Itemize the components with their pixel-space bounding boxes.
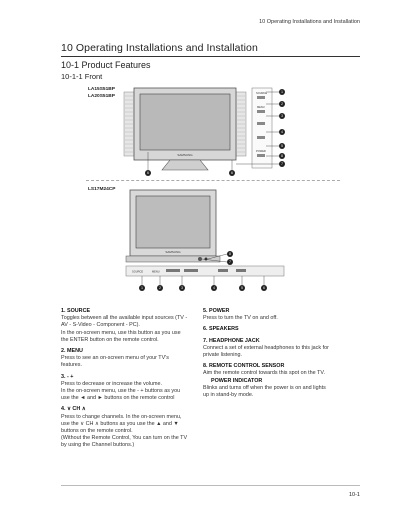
item-remote-text: Aim the remote control towards this spot on the TV. xyxy=(203,370,325,377)
item-volume-text-2: In the on-screen menu, use the - + buttons as you use the ◄ and ► buttons on the remote control xyxy=(61,388,181,402)
section-heading: 10-1 Product Features xyxy=(61,60,151,70)
item-channel-title: 4. ∨ CH ∧ xyxy=(61,406,86,413)
svg-text:8: 8 xyxy=(229,252,231,257)
descriptions-right xyxy=(203,308,331,399)
svg-text:6: 6 xyxy=(147,171,149,176)
footer-rule xyxy=(61,485,360,486)
item-headphone-text: Connect a set of external headphones to this jack for private listening. xyxy=(203,344,329,359)
model-label-bottom: LS17M24CP xyxy=(88,187,116,192)
item-volume-title: 3. - + xyxy=(61,373,74,380)
item-volume-text-1: Press to decrease or increase the volume. xyxy=(61,380,162,387)
tv-front-illustration-top xyxy=(86,82,340,178)
svg-text:SOURCE: SOURCE xyxy=(132,270,144,274)
item-source-text-2: In the on-screen menu, use this button as you use the ENTER button on the remote control. xyxy=(61,329,181,343)
svg-text:SOURCE: SOURCE xyxy=(256,92,268,95)
svg-text:5: 5 xyxy=(241,286,243,291)
svg-text:6: 6 xyxy=(263,286,265,291)
item-source-text-1: Toggles between all the available input sources (TV - AV - S-Video - Component - PC). xyxy=(61,315,188,329)
svg-text:1: 1 xyxy=(141,286,143,291)
svg-text:3: 3 xyxy=(181,286,183,291)
title-rule xyxy=(61,56,360,57)
svg-text:5: 5 xyxy=(281,144,283,149)
svg-text:1: 1 xyxy=(281,90,283,95)
item-channel-text-2: (Without the Remote Control, You can turn on the TV by using the Channel buttons.) xyxy=(61,435,188,449)
svg-text:MENU: MENU xyxy=(152,270,160,274)
svg-text:3: 3 xyxy=(281,114,283,119)
item-headphone-title: 7. HEADPHONE JACK xyxy=(203,337,260,344)
model-label-2: LA20S51BP xyxy=(88,94,115,99)
item-source-title: 1. SOURCE xyxy=(61,308,91,314)
item-menu-text: Press to see an on-screen menu of your TV's features. xyxy=(61,355,169,369)
svg-text:4: 4 xyxy=(281,130,283,135)
svg-text:2: 2 xyxy=(159,286,161,291)
item-indicator-title: POWER INDICATOR xyxy=(211,377,263,384)
subsection-heading: 10-1-1 Front xyxy=(61,72,103,81)
item-remote-title: 8. REMOTE CONTROL SENSOR xyxy=(203,363,285,370)
product-figure xyxy=(86,82,340,300)
figure-divider xyxy=(86,180,340,181)
svg-text:7: 7 xyxy=(229,260,231,265)
item-speakers-title: 6. SPEAKERS xyxy=(203,326,239,333)
descriptions-left xyxy=(61,308,189,450)
tv-front-illustration-bottom xyxy=(86,182,340,298)
item-indicator-text: Blinks and turns off when the power is on and lights up in stand-by mode. xyxy=(203,384,326,399)
item-menu-title: 2. MENU xyxy=(61,348,83,355)
svg-text:4: 4 xyxy=(213,286,215,291)
item-channel-text-1: Press to change channels. In the on-screen menu, use the ∨ CH ∧ buttons as you use the ▲ and ▼ buttons on the remote control. xyxy=(61,413,182,435)
item-power-title: 5. POWER xyxy=(203,308,230,314)
item-power-text: Press to turn the TV on and off. xyxy=(203,315,278,322)
svg-text:2: 2 xyxy=(281,102,283,107)
svg-text:POWER: POWER xyxy=(256,150,266,153)
svg-text:6: 6 xyxy=(231,171,233,176)
svg-text:7: 7 xyxy=(281,162,283,167)
svg-text:SAMSUNG: SAMSUNG xyxy=(177,153,193,157)
page-number: 10-1 xyxy=(348,492,360,498)
svg-text:SAMSUNG: SAMSUNG xyxy=(165,250,181,254)
model-label-1: LA15S51BP xyxy=(88,87,115,92)
chapter-title: 10 Operating Installations and Installation xyxy=(61,42,258,54)
running-header: 10 Operating Installations and Installation xyxy=(259,19,360,25)
svg-text:MENU: MENU xyxy=(257,106,265,109)
svg-text:8: 8 xyxy=(281,154,283,159)
